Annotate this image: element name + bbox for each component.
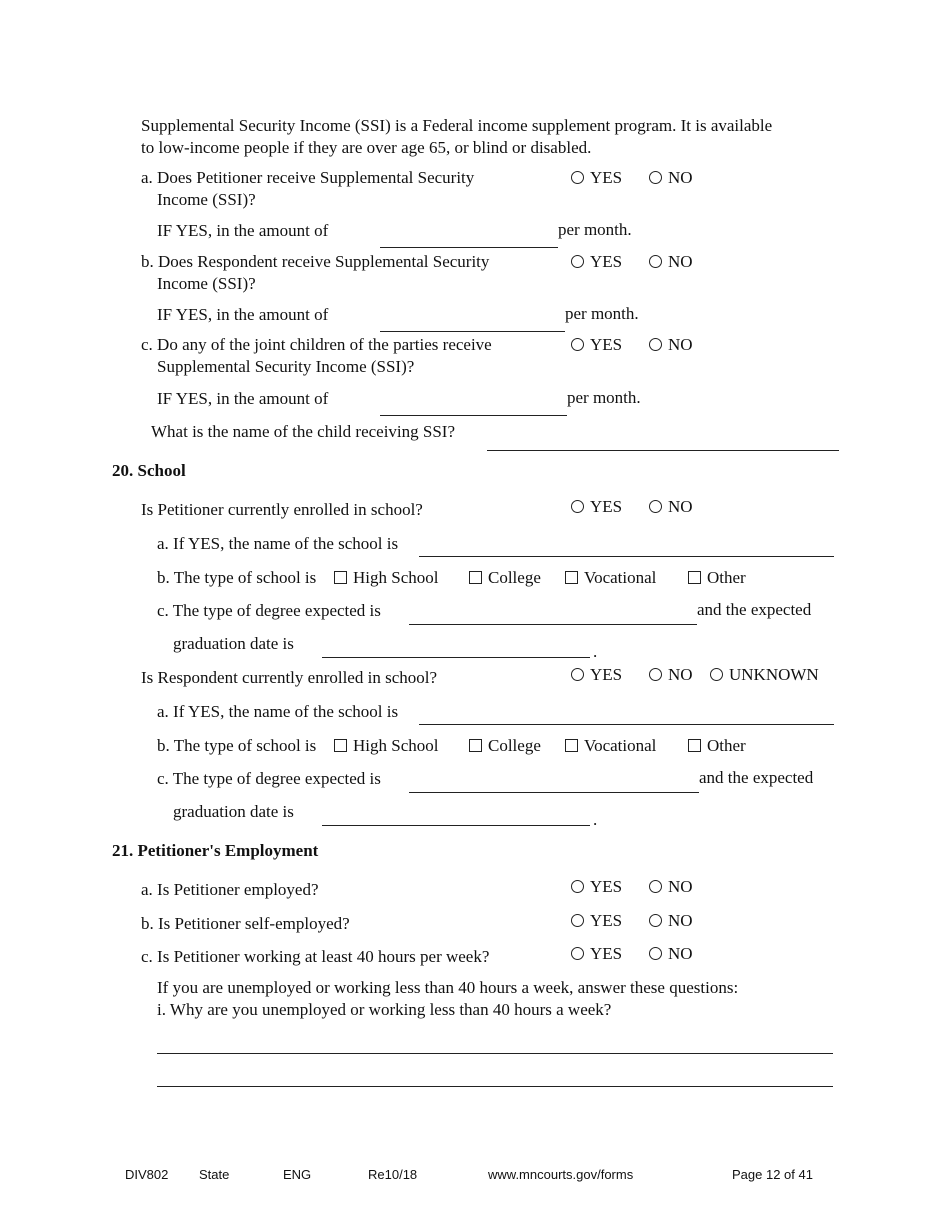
resp-enrolled-yes-option[interactable]: YES [571,665,622,685]
radio-no[interactable] [649,668,662,681]
resp-degree-field[interactable] [409,792,699,793]
ssi-a-no-option[interactable]: NO [649,168,693,188]
ssi-question-c-cont: Supplemental Security Income (SSI)? [157,357,415,376]
ssi-intro-line1: Supplemental Security Income (SSI) is a Federal income supplement program. It is available [141,116,773,135]
radio-no[interactable] [649,914,662,927]
pet-grad-date-field[interactable] [322,657,590,658]
ssi-b-amount-field[interactable] [380,331,565,332]
pet-grad-period: . [593,642,598,661]
ssi-a-amount-field[interactable] [380,247,558,248]
radio-no[interactable] [649,880,662,893]
resp-school-name-label: a. If YES, the name of the school is [157,702,399,721]
radio-yes[interactable] [571,500,584,513]
pet-degree-field[interactable] [409,624,697,625]
emp-answer-line-2[interactable] [157,1086,833,1087]
footer-form-id: DIV802 [125,1167,169,1182]
checkbox[interactable] [688,571,701,584]
radio-no[interactable] [649,171,662,184]
checkbox[interactable] [469,571,482,584]
emp-b-yes-option[interactable]: YES [571,911,622,931]
resp-school-name-field[interactable] [419,724,834,725]
resp-type-college-option[interactable]: College [469,736,541,756]
radio-yes[interactable] [571,880,584,893]
resp-grad-period: . [593,810,598,829]
ssi-c-no-option[interactable]: NO [649,335,693,355]
emp-c-no-option[interactable]: NO [649,944,693,964]
footer-state: State [199,1167,230,1182]
radio-no[interactable] [649,255,662,268]
emp-note: If you are unemployed or working less than 40 hours a week, answer these questions: [157,978,739,997]
resp-and-expected: and the expected [699,768,814,787]
employment-heading: 21. Petitioner's Employment [112,841,319,860]
ssi-question-a: a. Does Petitioner receive Supplemental Security [141,168,475,187]
ssi-c-per-month: per month. [567,388,641,407]
pet-school-name-field[interactable] [419,556,834,557]
ssi-a-per-month: per month. [558,220,632,239]
resp-enrolled-no-option[interactable]: NO [649,665,693,685]
resp-type-high-school-option[interactable]: High School [334,736,438,756]
resp-type-other-option[interactable]: Other [688,736,746,756]
ssi-c-amount-field[interactable] [380,415,567,416]
pet-type-high-school-option[interactable]: High School [334,568,438,588]
ssi-b-per-month: per month. [565,304,639,323]
resp-school-type-label: b. The type of school is [157,736,317,755]
checkbox[interactable] [334,739,347,752]
ssi-b-no-option[interactable]: NO [649,252,693,272]
resp-enrolled-unknown-option[interactable]: UNKNOWN [710,665,819,685]
pet-type-college-option[interactable]: College [469,568,541,588]
ssi-question-a-cont: Income (SSI)? [157,190,256,209]
radio-unknown[interactable] [710,668,723,681]
school-heading: 20. School [112,461,186,480]
radio-yes[interactable] [571,338,584,351]
pet-school-name-label: a. If YES, the name of the school is [157,534,399,553]
emp-a-no-option[interactable]: NO [649,877,693,897]
ssi-a-yes-option[interactable]: YES [571,168,622,188]
pet-enrolled-no-option[interactable]: NO [649,497,693,517]
resp-grad-date-field[interactable] [322,825,590,826]
pet-enrolled-yes-option[interactable]: YES [571,497,622,517]
footer-revision: Re10/18 [368,1167,418,1182]
resp-type-vocational-option[interactable]: Vocational [565,736,656,756]
ssi-question-b-cont: Income (SSI)? [157,274,256,293]
pet-school-type-label: b. The type of school is [157,568,317,587]
radio-yes[interactable] [571,914,584,927]
emp-question-b: b. Is Petitioner self-employed? [141,914,350,933]
ssi-c-amount-label: IF YES, in the amount of [157,389,329,408]
emp-b-no-option[interactable]: NO [649,911,693,931]
checkbox[interactable] [565,739,578,752]
emp-c-yes-option[interactable]: YES [571,944,622,964]
pet-grad-date-label: graduation date is [173,634,294,653]
ssi-b-amount-label: IF YES, in the amount of [157,305,329,324]
resp-grad-date-label: graduation date is [173,802,294,821]
ssi-c-yes-option[interactable]: YES [571,335,622,355]
checkbox[interactable] [469,739,482,752]
radio-no[interactable] [649,500,662,513]
footer-url[interactable]: www.mncourts.gov/forms [488,1167,634,1182]
ssi-question-b: b. Does Respondent receive Supplemental Security [141,252,490,271]
checkbox[interactable] [565,571,578,584]
ssi-child-name-field[interactable] [487,450,839,451]
emp-question-c: c. Is Petitioner working at least 40 hours per week? [141,947,490,966]
ssi-b-yes-option[interactable]: YES [571,252,622,272]
radio-yes[interactable] [571,947,584,960]
emp-answer-line-1[interactable] [157,1053,833,1054]
radio-no[interactable] [649,338,662,351]
resp-degree-label: c. The type of degree expected is [157,769,381,788]
ssi-a-amount-label: IF YES, in the amount of [157,221,329,240]
pet-enrolled-question: Is Petitioner currently enrolled in school? [141,500,423,519]
ssi-child-name-label: What is the name of the child receiving SSI? [151,422,456,441]
footer-language: ENG [283,1167,312,1182]
emp-a-yes-option[interactable]: YES [571,877,622,897]
radio-yes[interactable] [571,171,584,184]
pet-type-vocational-option[interactable]: Vocational [565,568,656,588]
ssi-question-c: c. Do any of the joint children of the parties receive [141,335,492,354]
pet-degree-label: c. The type of degree expected is [157,601,381,620]
radio-yes[interactable] [571,255,584,268]
resp-enrolled-question: Is Respondent currently enrolled in school? [141,668,438,687]
ssi-intro-line2: to low-income people if they are over age 65, or blind or disabled. [141,138,592,157]
footer-page-number: Page 12 of 41 [732,1167,813,1182]
checkbox[interactable] [334,571,347,584]
radio-no[interactable] [649,947,662,960]
pet-and-expected: and the expected [697,600,812,619]
emp-question-a: a. Is Petitioner employed? [141,880,319,899]
pet-type-other-option[interactable]: Other [688,568,746,588]
checkbox[interactable] [688,739,701,752]
radio-yes[interactable] [571,668,584,681]
emp-question-i: i. Why are you unemployed or working less than 40 hours a week? [157,1000,612,1019]
